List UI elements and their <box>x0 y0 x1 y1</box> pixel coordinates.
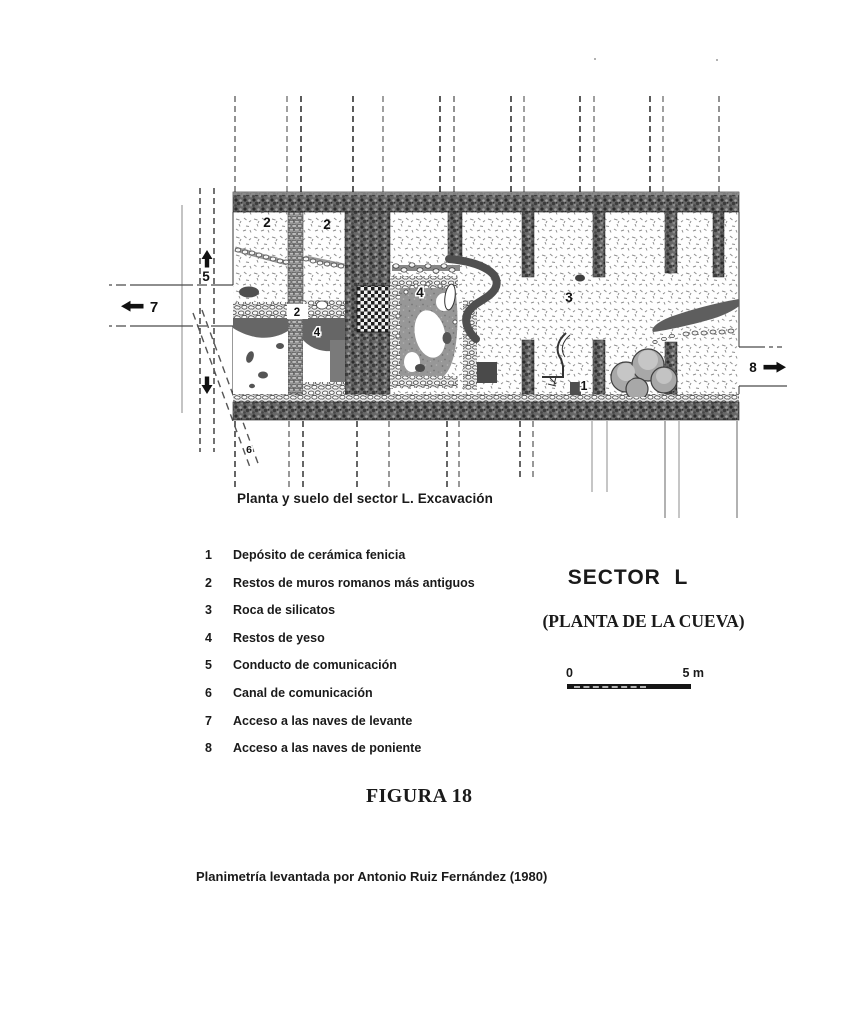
legend-item-label: Restos de muros romanos más antiguos <box>233 575 475 590</box>
legend-item-number: 3 <box>205 603 212 618</box>
plan-label-4a: 4 <box>313 327 321 339</box>
down-arrow-icon <box>202 377 213 395</box>
plan-label-8: 8 <box>749 360 757 375</box>
scale-bar-dashes <box>574 686 646 688</box>
up-arrow-icon <box>202 250 213 268</box>
plan-label-7: 7 <box>149 299 159 316</box>
bottom-wall-cobbles <box>233 394 739 402</box>
figure-label: FIGURA 18 <box>366 785 473 807</box>
legend-item <box>205 631 475 659</box>
left-arrow-icon <box>121 301 144 312</box>
legend-item <box>205 686 475 714</box>
hall-dot <box>575 275 585 282</box>
bottom-wall <box>233 402 739 420</box>
plan-caption: Planta y suelo del sector L. Excavación <box>237 491 494 506</box>
legend-item-label: Roca de silicatos <box>233 603 336 618</box>
credit-line: Planimetría levantada por Antonio Ruiz Fernández (1980) <box>196 869 548 884</box>
legend-item-label: Conducto de comunicación <box>233 658 397 673</box>
legend-item <box>205 658 475 686</box>
legend-item-label: Acceso a las naves de levante <box>233 713 413 728</box>
legend-item <box>205 741 475 769</box>
legend-item-label: Restos de yeso <box>233 630 325 645</box>
scale-start-label: 0 <box>566 666 573 680</box>
legend-item <box>205 576 475 604</box>
plan-label-2b: 2 <box>323 217 331 232</box>
plan-label-6: 6 <box>246 444 252 456</box>
legend-item-number: 7 <box>205 713 212 728</box>
legend-item-number: 1 <box>205 548 212 562</box>
scale-bar <box>566 666 704 692</box>
legend-item-label: Canal de comunicación <box>233 685 373 700</box>
legend-item-number: 8 <box>205 741 212 756</box>
legend-item-number: 6 <box>205 685 212 700</box>
legend-item-label: Acceso a las naves de poniente <box>233 741 422 756</box>
checker-block <box>357 286 390 332</box>
plan-label-2c: 2 <box>293 307 301 319</box>
sector-title: SECTOR L <box>567 566 689 589</box>
plan-label-4b: 4 <box>416 285 424 300</box>
plan-label-2a: 2 <box>263 215 271 230</box>
plan-label-5: 5 <box>202 269 210 284</box>
scan-artifacts <box>594 58 718 61</box>
legend-item-number: 2 <box>205 575 212 590</box>
scale-end-label: 5 m <box>682 666 704 680</box>
reference-lines-left <box>182 188 214 452</box>
legend-item <box>205 714 475 742</box>
scale-labels <box>566 666 704 682</box>
legend-item-label: Depósito de cerámica fenicia <box>233 548 406 562</box>
scale-bar-line <box>567 684 691 689</box>
legend-item <box>205 603 475 631</box>
plan-label-1: 1 <box>580 379 588 393</box>
legend-item-number: 5 <box>205 658 212 673</box>
legend-item-number: 4 <box>205 630 212 645</box>
legend-item <box>205 548 475 576</box>
sector-subtitle: (PLANTA DE LA CUEVA) <box>542 611 745 631</box>
wall-brick <box>288 212 303 394</box>
plan-label-3: 3 <box>565 290 573 305</box>
right-arrow-icon <box>764 362 787 373</box>
survey-grid-lines-top <box>235 96 719 193</box>
legend <box>205 548 475 769</box>
